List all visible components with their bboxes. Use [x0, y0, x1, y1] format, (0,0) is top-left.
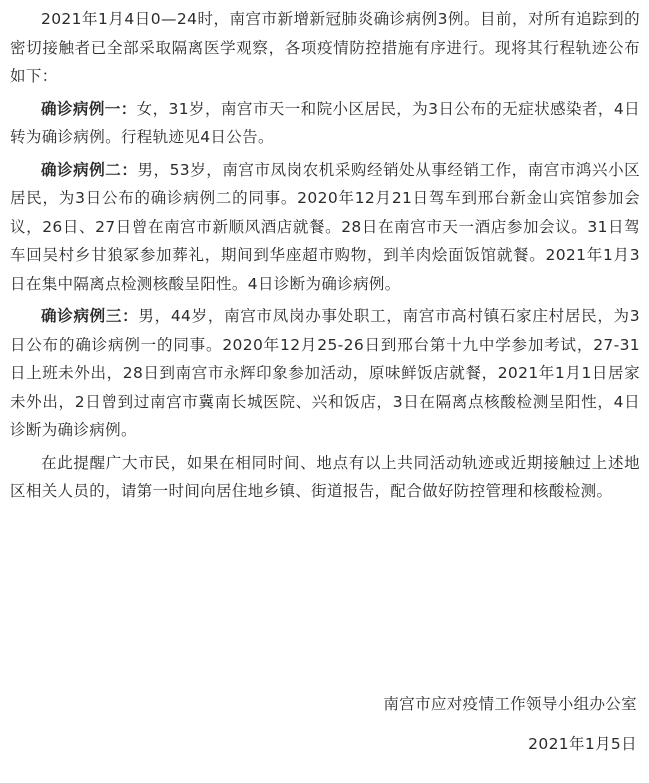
case-label-3: 确诊病例三：	[41, 307, 139, 325]
case-label-1: 确诊病例一：	[41, 99, 137, 118]
case-text-1: 女，31岁，南宫市天一和院小区居民，为3日公布的无症状感染者，4日转为确诊病例。行程轨迹见4日公告。	[10, 99, 640, 146]
case-paragraph-3	[10, 302, 640, 445]
case-label-2: 确诊病例二：	[41, 160, 138, 179]
case-paragraph-1	[10, 95, 640, 152]
reminder-paragraph: 在此提醒广大市民，如果在相同时间、地点有以上共同活动轨迹或近期接触过上述地区相关人员的，请第一时间向居住地乡镇、街道报告，配合做好防控管理和核酸检测。	[10, 453, 640, 500]
announcement-body	[10, 5, 640, 506]
case-text-2: 男，53岁，南宫市凤岗农机采购经销处从事经销工作，南宫市鸿兴小区居民，为3日公布的确诊病例二的同事。2020年12月21日驾车到邢台新金山宾馆参加会议，26日、27日曾在南宫市新顺风酒店就餐。28日在南宫市天一酒店参加会议。31日驾车回吴村乡甘狼冢参加葬礼，期间到华座超市购物，到羊肉烩面饭馆就餐。2021年1月3日在集中隔离点检测核酸呈阳性。4日诊断为确诊病例。	[10, 160, 640, 293]
case-paragraph-2	[10, 156, 640, 299]
case-text-3: 男，44岁，南宫市凤岗办事处职工，南宫市高村镇石家庄村居民，为3日公布的确诊病例一的同事。2020年12月25-26日到邢台第十九中学参加考试，27-31日上班未外出，28日到南宫市永辉印象参加活动，原味鲜饭店就餐，2021年1月1日居家未外出，2日曾到过南宫市冀南长城医院、兴和饭店，3日在隔离点核酸检测呈阳性，4日诊断为确诊病例。	[10, 307, 640, 439]
intro-paragraph: 2021年1月4日0—24时，南宫市新增新冠肺炎确诊病例3例。目前，对所有追踪到的密切接触者已全部采取隔离医学观察，各项疫情防控措施有序进行。现将其行程轨迹公布如下：	[10, 10, 640, 85]
signature-organization: 南宫市应对疫情工作领导小组办公室	[383, 695, 637, 713]
signature-date: 2021年1月5日	[528, 735, 637, 753]
